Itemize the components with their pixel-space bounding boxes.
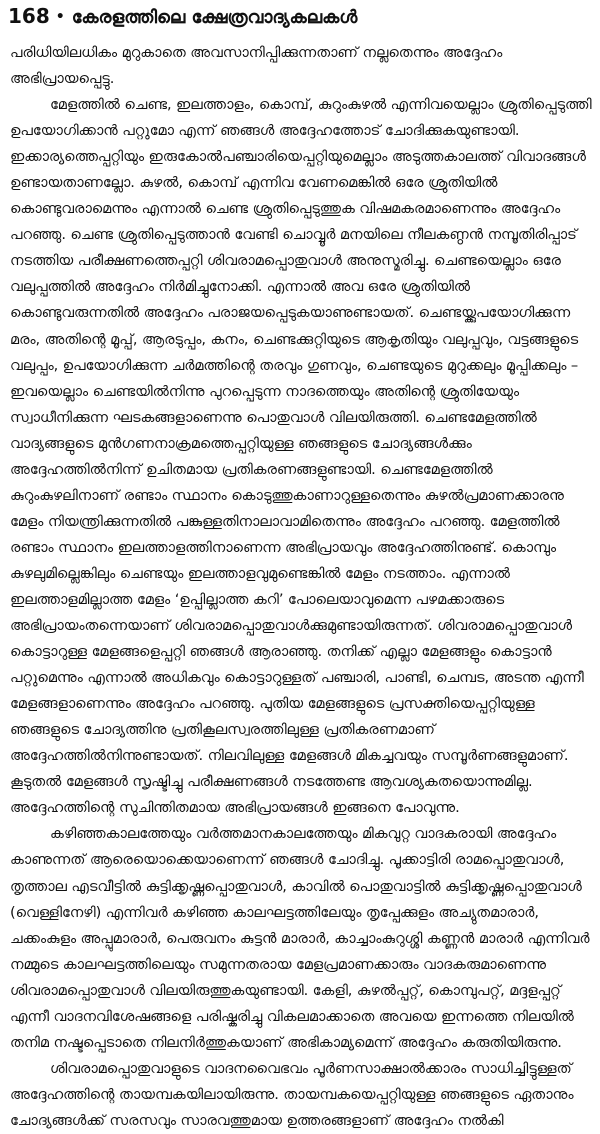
- body-text: [10, 40, 592, 1134]
- running-header: [8, 4, 592, 28]
- header-bullet: •: [55, 9, 65, 25]
- paragraph: മേളത്തിൽ ചെണ്ട, ഇലത്താളം, കൊമ്പ്, കുറുംകുഴൽ എന്നിവയെല്ലാം ശ്രുതിപ്പെടുത്തി ഉപയോഗിക്കാൻ പറ്റുമോ എന്ന് ഞങ്ങൾ അദ്ദേഹത്തോട് ചോദിക്കുകയുണ്ടായി. ഇക്കാര്യത്തെപ്പറ്റിയും ഇരുകോൽപഞ്ചാരിയെപ്പറ്റിയുമെല്ലാം അടുത്തകാലത്ത് വിവാദങ്ങൾ ഉണ്ടായതാണല്ലോ. കുഴൽ, കൊമ്പ് എന്നിവ വേണമെങ്കിൽ ഒരേ ശ്രുതിയിൽ കൊണ്ടുവരാമെന്നും എന്നാൽ ചെണ്ട ശ്രുതിപ്പെടുത്തുക വിഷമകരമാണെന്നും അദ്ദേഹം പറഞ്ഞു. ചെണ്ട ശ്രുതിപ്പെടുത്താൻ വേണ്ടി ചൊവ്വൂർ മനയിലെ നീലകണ്ഠൻ നമ്പൂതിരിപ്പാട് നടത്തിയ പരീക്ഷണത്തെപ്പറ്റി ശിവരാമപ്പൊതുവാൾ അനുസ്മരിച്ചു. ചെണ്ടയെല്ലാം ഒരേ വലുപ്പത്തിൽ അദ്ദേഹം നിർമിച്ചുനോക്കി. എന്നാൽ അവ ഒരേ ശ്രുതിയിൽ കൊണ്ടുവരുന്നതിൽ അദ്ദേഹം പരാജയപ്പെടുകയാണുണ്ടായത്. ചെണ്ടയ്ക്കുപയോഗിക്കുന്ന മരം, അതിന്റെ മൂപ്പ്, ആരടുപ്പം, കനം, ചെണ്ടക്കുറ്റിയുടെ ആകൃതിയും വലുപ്പവും, വട്ടങ്ങളുടെ വലുപ്പം, ഉപയോഗിക്കുന്ന ചർമത്തിന്റെ തരവും ഗുണവും, ചെണ്ടയുടെ മുറുക്കലും മൂപ്പിക്കലും – ഇവയെല്ലാം ചെണ്ടയിൽനിന്നു പുറപ്പെടുന്ന നാദത്തെയും അതിന്റെ ശ്രുതിയേയും സ്വാധീനിക്കുന്ന ഘടകങ്ങളാണെന്നു പൊതുവാൾ വിലയിരുത്തി. ചെണ്ടമേളത്തിൽ വാദ്യങ്ങളുടെ മുൻഗണനാക്രമത്തെപ്പറ്റിയുള്ള ഞങ്ങളുടെ ചോദ്യങ്ങൾക്കും അദ്ദേഹത്തിൽനിന്ന് ഉചിതമായ പ്രതികരണങ്ങളുണ്ടായി. ചെണ്ടമേളത്തിൽ കുറുംകുഴലിനാണ് രണ്ടാം സ്ഥാനം കൊടുത്തുകാണാറുള്ളതെന്നും കുഴൽപ്രമാണക്കാരനു മേളം നിയന്ത്രിക്കുന്നതിൽ പങ്കുള്ളതിനാലാവാമിതെന്നും അദ്ദേഹം പറഞ്ഞു. മേളത്തിൽ രണ്ടാം സ്ഥാനം ഇലത്താളത്തിനാണെന്ന അഭിപ്രായവും അദ്ദേഹത്തിനുണ്ട്. കൊമ്പും കുഴലുമില്ലെങ്കിലും ചെണ്ടയും ഇലത്താളവുമുണ്ടെങ്കിൽ മേളം നടത്താം. എന്നാൽ ഇലത്താളമില്ലാത്ത മേളം ‘ഉപ്പില്ലാത്ത കറി’ പോലെയാവുമെന്ന പഴമക്കാരുടെ അഭിപ്രായംതന്നെയാണ് ശിവരാമപ്പൊതുവാൾക്കുമുണ്ടായിരുന്നത്. ശിവരാമപ്പൊതുവാൾ കൊട്ടാറുള്ള മേളങ്ങളെപ്പറ്റി ഞങ്ങൾ ആരാഞ്ഞു. തനിക്ക് എല്ലാ മേളങ്ങളും കൊട്ടാൻ പറ്റുമെന്നും എന്നാൽ അധികവും കൊട്ടാറുള്ളത് പഞ്ചാരി, പാണ്ടി, ചെമ്പട, അടന്ത എന്നീ മേളങ്ങളാണെന്നും അദ്ദേഹം പറഞ്ഞു. പുതിയ മേളങ്ങളുടെ പ്രസക്തിയെപ്പറ്റിയുള്ള ഞങ്ങളുടെ ചോദ്യത്തിനു പ്രതികൂലസ്വരത്തിലുള്ള പ്രതികരണമാണ് അദ്ദേഹത്തിൽനിന്നുണ്ടായത്. നിലവിലുള്ള മേളങ്ങൾ മികച്ചവയും സമ്പൂർണങ്ങളുമാണ്. കൂടുതൽ മേളങ്ങൾ സൃഷ്ടിച്ചു പരീക്ഷണങ്ങൾ നടത്തേണ്ട ആവശ്യകതയൊന്നുമില്ല. അദ്ദേഹത്തിന്റെ സുചിന്തിതമായ അഭിപ്രായങ്ങൾ ഇങ്ങനെ പോവുന്നു.: [10, 96, 592, 817]
- paragraph: പരിധിയിലധികം മുറുകാതെ അവസാനിപ്പിക്കുന്നതാണ് നല്ലതെന്നും അദ്ദേഹം അഭിപ്രായപ്പെട്ടു.: [10, 44, 503, 88]
- book-title: കേരളത്തിലെ ക്ഷേത്രവാദ്യകലകൾ: [71, 7, 358, 28]
- paragraph: കഴിഞ്ഞകാലത്തേയും വർത്തമാനകാലത്തേയും മികവുറ്റ വാദകരായി അദ്ദേഹം കാണുന്നത് ആരെയൊക്കെയാണെന്ന് ഞങ്ങൾ ചോദിച്ചു. പൂക്കാട്ടിരി രാമപ്പൊതുവാൾ, തൃത്താല എടവീട്ടിൽ കുട്ടിക്കൃഷ്ണപ്പൊതുവാൾ, കാവിൽ പൊതുവാട്ടിൽ കുട്ടിക്കൃഷ്ണപ്പൊതുവാൾ (വെള്ളിനേഴി) എന്നിവർ കഴിഞ്ഞ കാലഘട്ടത്തിലേയും തൃപ്പേക്കുളം അച്യുതമാരാർ, ചക്കംകുളം അപ്പുമാരാർ, പെരുവനം കുട്ടൻ മാരാർ, കാച്ചാംകുറുശ്ശി കണ്ണൻ മാരാർ എന്നിവർ നമ്മുടെ കാലഘട്ടത്തിലെയും സമുന്നതരായ മേളപ്രമാണക്കാരും വാദകരുമാണെന്നു ശിവരാമപ്പൊതുവാൾ വിലയിരുത്തുകയുണ്ടായി. കേളി, കുഴൽപ്പറ്റ്, കൊമ്പുപറ്റ്, മദ്ദളപ്പറ്റ് എന്നീ വാദനവിശേഷങ്ങളെ പരിഷ്കരിച്ചു വികലമാക്കാതെ അവയെ ഇന്നത്തെ നിലയിൽ തനിമ നഷ്ടപ്പെടാതെ നിലനിർത്തുകയാണ് അഭികാമ്യമെന്ന് അദ്ദേഹം കരുതിയിരുന്നു.: [10, 825, 590, 1051]
- paragraph: ശിവരാമപ്പൊതുവാളുടെ വാദനവൈഭവം പൂർണസാക്ഷാൽക്കാരം സാധിച്ചിട്ടുള്ളത് അദ്ദേഹത്തിന്റെ തായമ്പകയിലായിരുന്നു. തായമ്പകയെപ്പറ്റിയുള്ള ഞങ്ങളുടെ ഏതാനും ചോദ്യങ്ങൾക്ക് സരസവും സാരവത്തുമായ ഉത്തരങ്ങളാണ് അദ്ദേഹം നൽകി: [10, 1059, 574, 1129]
- page-number: 168: [8, 4, 50, 28]
